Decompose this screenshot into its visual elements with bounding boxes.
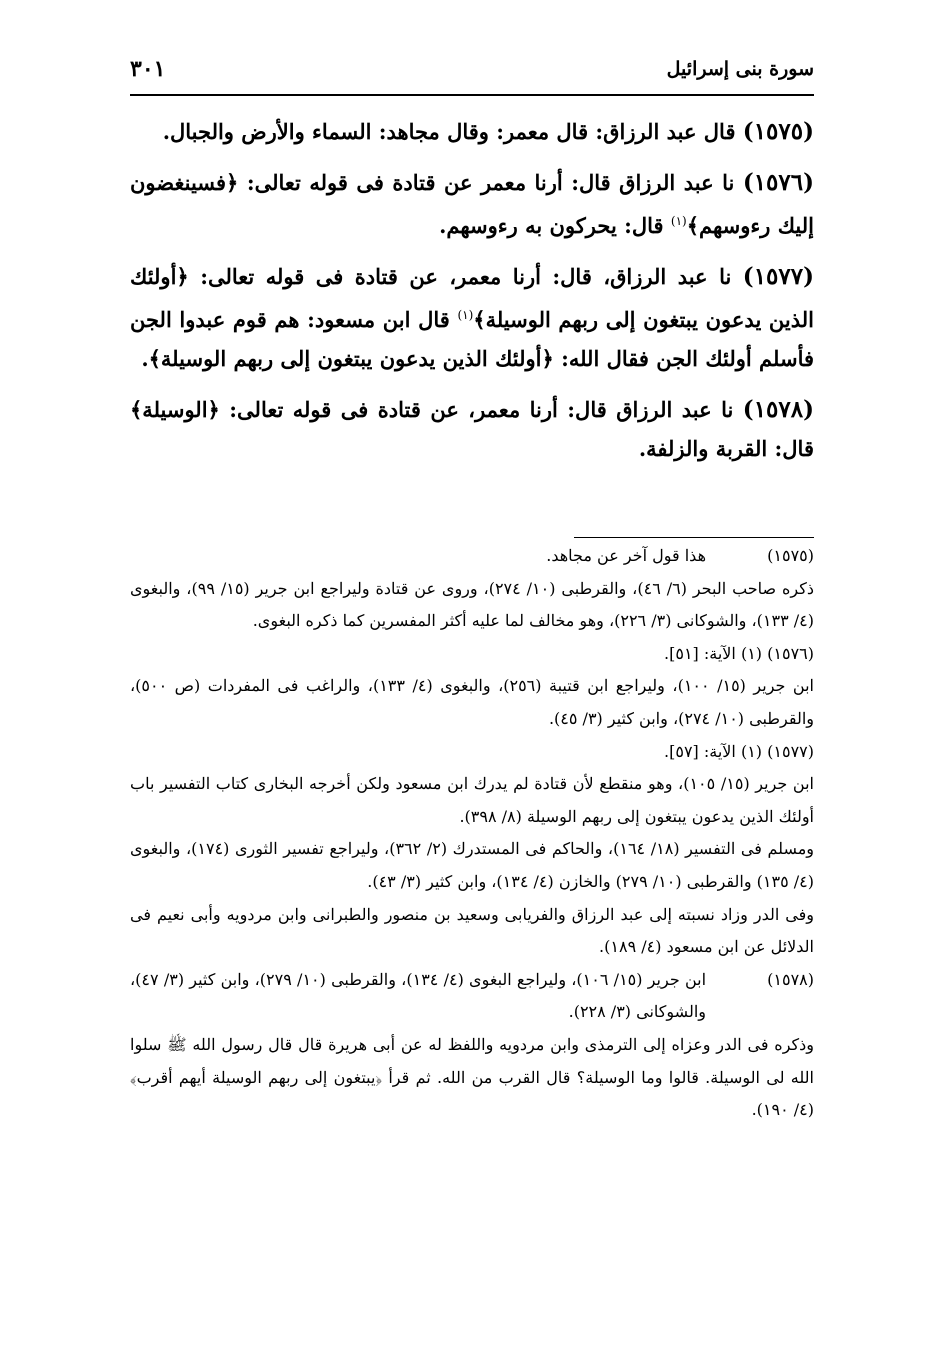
running-header [130, 58, 814, 92]
footnote-marker: (١) [457, 308, 474, 322]
surah-title: سورة بنى إسرائيل [666, 58, 814, 80]
footnote [130, 638, 814, 671]
footnote-marker: (١) [670, 214, 687, 228]
footnote [130, 1029, 814, 1127]
header-rule [130, 94, 814, 96]
entry-text: نا عبد الرزاق، قال: أرنا معمر، عن قتادة فى قوله تعالى: ﴿أولئك الذين يدعون يبتغون إلى ربهم الوسيلة﴾ [130, 264, 815, 332]
footnote-text: وفى الدر وزاد نسبته إلى عبد الرزاق والفريابى وسعيد بن منصور والطبرانى وابن مردويه وأبى نعيم فى الدلائل عن ابن مسعود (٤/ ١٨٩). [130, 904, 814, 957]
entry-number: (١٥٧٧) [742, 263, 814, 290]
footnote-text: ابن جرير (١٥/ ١٠٥)، وهو منقطع لأن قتادة لم يدرك ابن مسعود ولكن أخرجه البخارى كتاب التفسير باب أولئك الذين يدعون يبتغون إلى ربهم الوسيلة (٨/ ٣٩٨). [130, 774, 814, 826]
footnote [130, 964, 814, 1029]
entry-text: نا عبد الرزاق قال: أرنا معمر عن قتادة فى قوله تعالى: ﴿فسينغضون إليك رءوسهم﴾ [130, 170, 814, 238]
footnote-label: (١٥٧٥) [767, 546, 814, 565]
footnote-text: ابن جرير (١٥/ ١٠٦)، وليراجع البغوى (٤/ ١٣٤)، والقرطبى (١٠/ ٢٧٩)، وابن كثير (٣/ ٤٧)، والشوكانى (٣/ ٢٢٨). [130, 969, 707, 1022]
entry-text-cont: قال ابن مسعود: هم قوم عبدوا الجن فأسلم أولئك الجن فقال الله: ﴿أولئك الذين يدعون يبتغون إلى ربهم الوسيلة﴾. [130, 307, 814, 371]
entry-1576 [130, 163, 814, 245]
footnote [130, 768, 814, 833]
footnote [130, 540, 814, 573]
footnote [130, 670, 814, 735]
footnote-text: ومسلم فى التفسير (١٨/ ١٦٤)، والحاكم فى المستدرك (٢/ ٣٦٢)، وليراجع تفسير الثورى (١٧٤)، والبغوى (٤/ ١٣٥) والقرطبى (١٠/ ٢٧٩) والخازن (٤/ ١٣٤)، وابن كثير (٣/ ٤٣). [130, 839, 815, 891]
footnote-label: (١٥٧٧) (١) الآية: [٥٧]. [664, 741, 814, 761]
footnote [130, 736, 814, 769]
entry-1578 [130, 390, 814, 468]
footnote-label: (١٥٧٨) [767, 969, 814, 989]
footnote-rule [574, 537, 814, 538]
footnote [130, 573, 814, 638]
entry-text: قال عبد الرزاق: قال معمر: وقال مجاهد: السماء والأرض والجبال. [162, 119, 736, 144]
entry-1577 [130, 257, 814, 378]
entry-text: نا عبد الرزاق قال: أرنا معمر، عن قتادة فى قوله تعالى: ﴿الوسيلة﴾ قال: القربة والزلفة. [130, 397, 814, 461]
entry-number: (١٥٧٨) [742, 396, 814, 423]
entry-number: (١٥٧٦) [742, 169, 815, 196]
footnote-label: (١٥٧٦) (١) الآية: [٥١]. [664, 643, 814, 663]
entry-number: (١٥٧٥) [742, 118, 814, 145]
entry-text-cont: قال: يحركون به رءوسهم. [439, 213, 664, 238]
footnote-text: وذكره فى الدر وعزاه إلى الترمذى وابن مردويه واللفظ له عن أبى هريرة قال قال رسول الله ﷺ سلوا الله لى الوسيلة. قالوا وما الوسيلة؟ قال القرب من الله. ثم قرأ ﴿يبتغون إلى ربهم الوسيلة أيهم أقرب﴾ (٤/ ١٩٠). [130, 1034, 814, 1120]
footnote-text: ذكره صاحب البحر (٦/ ٤٦)، والقرطبى (١٠/ ٢٧٤)، وروى عن قتادة وليراجع ابن جرير (١٥/ ٩٩)، والبغوى (٤/ ١٣٣)، والشوكانى (٣/ ٢٢٦)، وهو مخالف لما عليه أكثر المفسرين كما ذكره البغوى. [130, 578, 815, 631]
page-number: ٣٠١ [130, 56, 166, 82]
main-text [130, 112, 814, 480]
footnotes [130, 540, 814, 1127]
footnote [130, 899, 814, 964]
entry-1575 [130, 112, 814, 151]
footnote-text: ابن جرير (١٥/ ١٠٠)، وليراجع ابن قتيبة (٢٥٦)، والبغوى (٤/ ١٣٣)، والراغب فى المفردات (ص ٥٠٠)، والقرطبى (١٠/ ٢٧٤)، وابن كثير (٣/ ٤٥). [130, 676, 814, 728]
footnote [130, 833, 814, 898]
footnote-text: هذا قول آخر عن مجاهد. [546, 546, 706, 565]
